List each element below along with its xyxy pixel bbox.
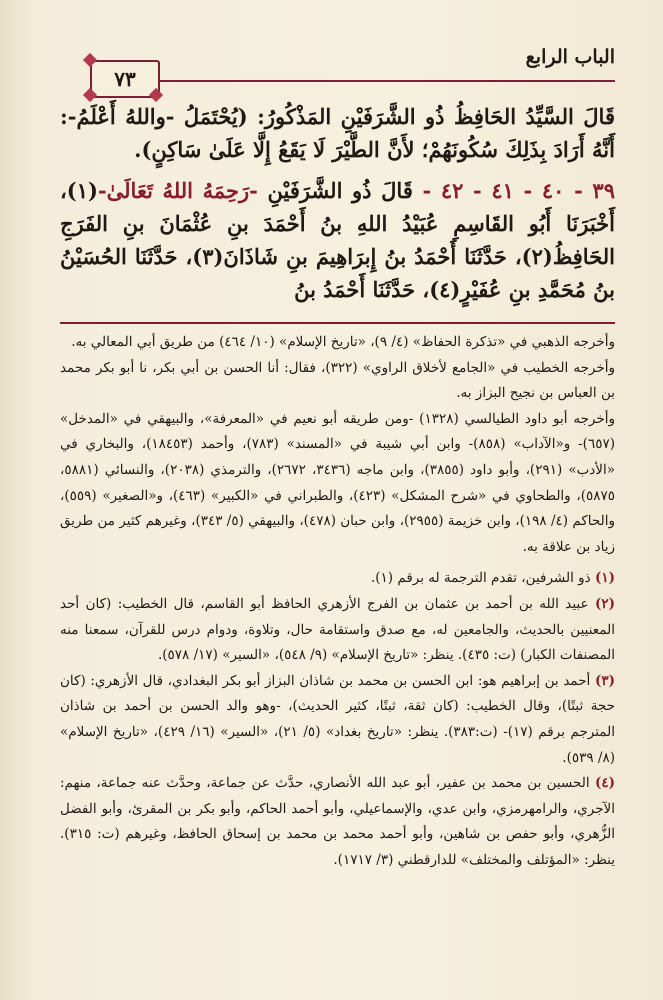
footnote-text: الحسين بن محمد بن عفير، أبو عبد الله الأنصاري، حدَّث عن جماعة، وحدَّث عنه جماعة، منهم: الآجري، والرامهرمزي، وابن عدي، والإسماعيلي، وأبو أحمد الحاكم، وأبو بكر بن المقرئ، وأبو الفضل الزُّهري، وأبو حفص بن شاهين، وأبو أحمد محمد بن محمد بن إسحاق الحافظ، وغيرهم (ت: ٣١٥). ينظر: «المؤتلف والمختلف» للدارقطني (٣/ ١٧١٧). [60,775,615,868]
footnote-ref: (٣) [192,244,224,269]
main-text [60,100,615,306]
footnote-2 [60,592,615,669]
footnote-number: (٤) [594,775,615,792]
footnote-number: (٣) [594,672,616,689]
isnad-text: ، أَخْبَرَنَا أَبُو القَاسِمِ عُبَيْدُ اللهِ بنُ أَحْمَدَ بنِ عُثْمَانَ بنِ الفَرَجِ الحَافِظُ [60,178,615,269]
footnote-text: أحمد بن إبراهيم هو: ابن الحسن بن محمد بن شاذان البزاز أبو بكر البغدادي، قال الأزهري: (كان حجة ثبتًا)، وقال الخطيب: (كان ثقة، ثبتًا، كثير الحديث)، -وهو والد الحسن بن أحمد بن شاذان المترجم برقم (١٧)- (ت:٣٨٣). ينظر: «تاريخ بغداد» (٥/ ٢١)، «السير» (١٦/ ٤٢٩)، «تاريخ الإسلام» (٨/ ٥٣٩). [60,672,615,766]
honorific: -رَحِمَهُ اللهُ تَعَالَىٰ- [97,178,258,203]
isnad-text: ، حَدَّثَنَا الحُسَيْنُ بنُ مُحَمَّدِ بنِ عُفَيْرٍ [60,244,615,302]
footnote-divider [60,322,615,324]
footnotes-area [60,330,615,873]
continuation-line: وأخرجه الذهبي في «تذكرة الحفاظ» (٤/ ٩)، «تاريخ الإسلام» (١٠/ ٤٦٤) من طريق أبي المعالي به. [71,334,615,350]
footnote-4 [60,771,615,873]
footnote-text: عبيد الله بن أحمد بن عثمان بن الفرج الأزهري الحافظ أبو القاسم، قال الخطيب: (كان أحد المعنيين بالحديث، والجامعين له، مع صدق واستقامة حال، وتلاوة، ودوام درس للقرآن، سمعنا منه المصنفات الكبار) (ت: ٤٣٥). ينظر: «تاريخ الإسلام» (٩/ ٥٤٨)، «السير» (١٧/ ٥٧٨). [60,595,615,664]
hadith-numbers: ٣٩ - ٤٠ - ٤١ - ٤٢ - [422,178,615,203]
isnad-text: ، حَدَّثَنَا أَحْمَدُ بنُ [294,277,430,302]
footnote-text: ذو الشرفين، تقدم الترجمة له برقم (١). [370,570,591,587]
footnote-number: (٢) [594,595,615,612]
footnote-3 [60,669,615,771]
main-paragraph-2 [60,174,615,306]
chapter-title: الباب الرابع [525,46,615,68]
page-header [60,40,615,90]
footnote-ref: (٤) [429,277,461,302]
page-number-box [90,60,160,98]
isnad-text: ، حَدَّثَنَا أَحْمَدُ بنُ إِبرَاهِيمَ بنِ شَاذَانَ [223,244,522,269]
main-paragraph-1: قَالَ السَّيِّدُ الحَافِظُ ذُو الشَّرَفَيْنِ المَذْكُورُ: (يُحْتَمَلُ -واللهُ أَعْلَمُ-: أَنَّهُ أَرَادَ بِذَلِكَ سُكُونَهُمْ؛ لأَنَّ الطَّيْرَ لَا يَقَعُ إِلَّا عَلَىٰ سَاكِنٍ). [60,104,615,162]
page-number: ٧٣ [114,67,136,91]
continuation-line: وأخرجه أبو داود الطيالسي (١٣٢٨) -ومن طريقه أبو نعيم في «المعرفة»، والبيهقي في «المدخل» (٦٥٧)- و«الآداب» (٨٥٨)- وابن أبي شيبة في «المسند» (٧٨٣)، وأحمد (١٨٤٥٣)، والبخاري في «الأدب» (٢٩١)، وأبو داود (٣٨٥٥)، وابن ماجه (٣٤٣٦، ٢٦٧٢)، والترمذي (٢٠٣٨)، والنسائي (٥٨٨١، ٥٨٧٥)، والطحاوي في «شرح المشكل» (٤٢٣)، والطبراني في «الكبير» (٤٦٣)، و«الصغير» (٥٥٩)، والحاكم (٤/ ١٩٨)، وابن خزيمة (٢٩٥٥)، وابن حبان (٤٧٨)، والبيهقي (٥/ ٣٤٣)، وغيرهم كثير من طريق زياد بن علاقة به. [60,410,616,555]
footnote-number: (١) [594,570,615,587]
footnote-ref: (١) [66,178,98,203]
footnote-1 [60,566,615,592]
narrator-lead: قَالَ ذُو الشَّرَفَيْنِ [257,178,423,203]
footnote-ref: (٢) [521,244,553,269]
continuation-line: وأخرجه الخطيب في «الجامع لأخلاق الراوي» (٣٢٢)، فقال: أنا الحسن بن أبي بكر، نا أبو بكر محمد بن العباس بن نجيح البزاز به. [60,359,615,402]
header-rule [160,80,615,82]
